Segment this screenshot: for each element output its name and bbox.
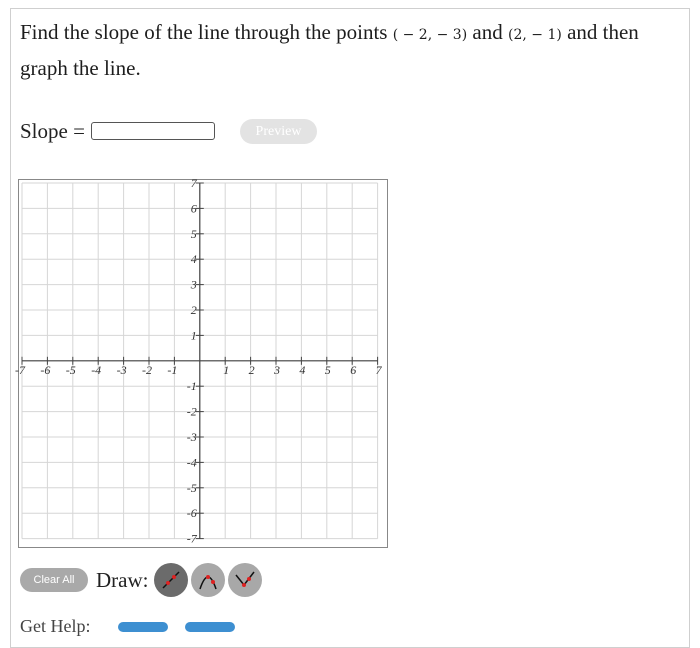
x-tick-label: -5 [65, 362, 76, 377]
y-tick-label: -4 [186, 455, 197, 470]
help-button-2[interactable] [185, 622, 235, 632]
question-suffix: and then graph the line. [20, 20, 639, 80]
graph-canvas[interactable] [15, 176, 387, 547]
x-tick-label: 2 [248, 362, 255, 377]
x-tick-label: 4 [299, 362, 306, 377]
x-tick-label: -2 [142, 362, 152, 377]
y-tick-label: -6 [186, 506, 197, 521]
y-tick-label: 5 [190, 226, 197, 241]
y-tick-label: -3 [186, 430, 197, 444]
x-tick-label: -3 [116, 362, 127, 377]
parabola-tool-icon [197, 569, 219, 591]
slope-label: Slope = [20, 118, 85, 143]
slope-row [20, 114, 215, 148]
y-tick-label: 3 [190, 277, 197, 292]
line-tool-icon [160, 569, 182, 591]
question-and: and [472, 20, 503, 44]
slope-input[interactable] [91, 122, 215, 140]
check-tool-icon [234, 569, 256, 591]
draw-toolbar [20, 563, 265, 597]
x-tick-label: 1 [223, 362, 230, 377]
draw-label: Draw: [96, 567, 149, 592]
x-tick-label: 5 [324, 362, 331, 377]
point-2: (2, − 1) [508, 27, 562, 43]
x-tick-label: -7 [15, 362, 25, 377]
x-tick-label: -6 [40, 362, 51, 377]
y-tick-label: 7 [190, 176, 197, 190]
y-tick-label: 2 [190, 303, 197, 317]
question-prefix: Find the slope of the line through the points [20, 20, 388, 44]
y-tick-label: -1 [186, 379, 197, 394]
y-tick-label: -5 [186, 480, 197, 495]
x-tick-label: 7 [375, 362, 382, 377]
x-tick-label: -1 [167, 362, 178, 377]
question-text [20, 16, 685, 85]
parabola-tool-button[interactable] [191, 563, 225, 597]
y-tick-label: -2 [186, 404, 197, 419]
line-tool-button[interactable] [154, 563, 188, 597]
absolute-value-tool-button[interactable] [228, 563, 262, 597]
help-button-1[interactable] [118, 622, 168, 632]
y-tick-label: 1 [190, 328, 197, 343]
footer-text: Get Help: [20, 616, 91, 636]
x-tick-label: 3 [274, 362, 280, 377]
y-tick-label: 4 [190, 252, 197, 267]
x-tick-label: -4 [91, 362, 102, 377]
coordinate-graph[interactable] [15, 176, 388, 548]
y-tick-label: -7 [186, 531, 197, 546]
clear-all-button[interactable]: Clear All [20, 568, 88, 592]
y-tick-label: 6 [190, 201, 197, 216]
footer-partial [20, 614, 320, 636]
preview-button[interactable]: Preview [240, 119, 317, 144]
point-1: ( − 2, − 3) [392, 27, 468, 43]
x-tick-label: 6 [350, 362, 357, 377]
